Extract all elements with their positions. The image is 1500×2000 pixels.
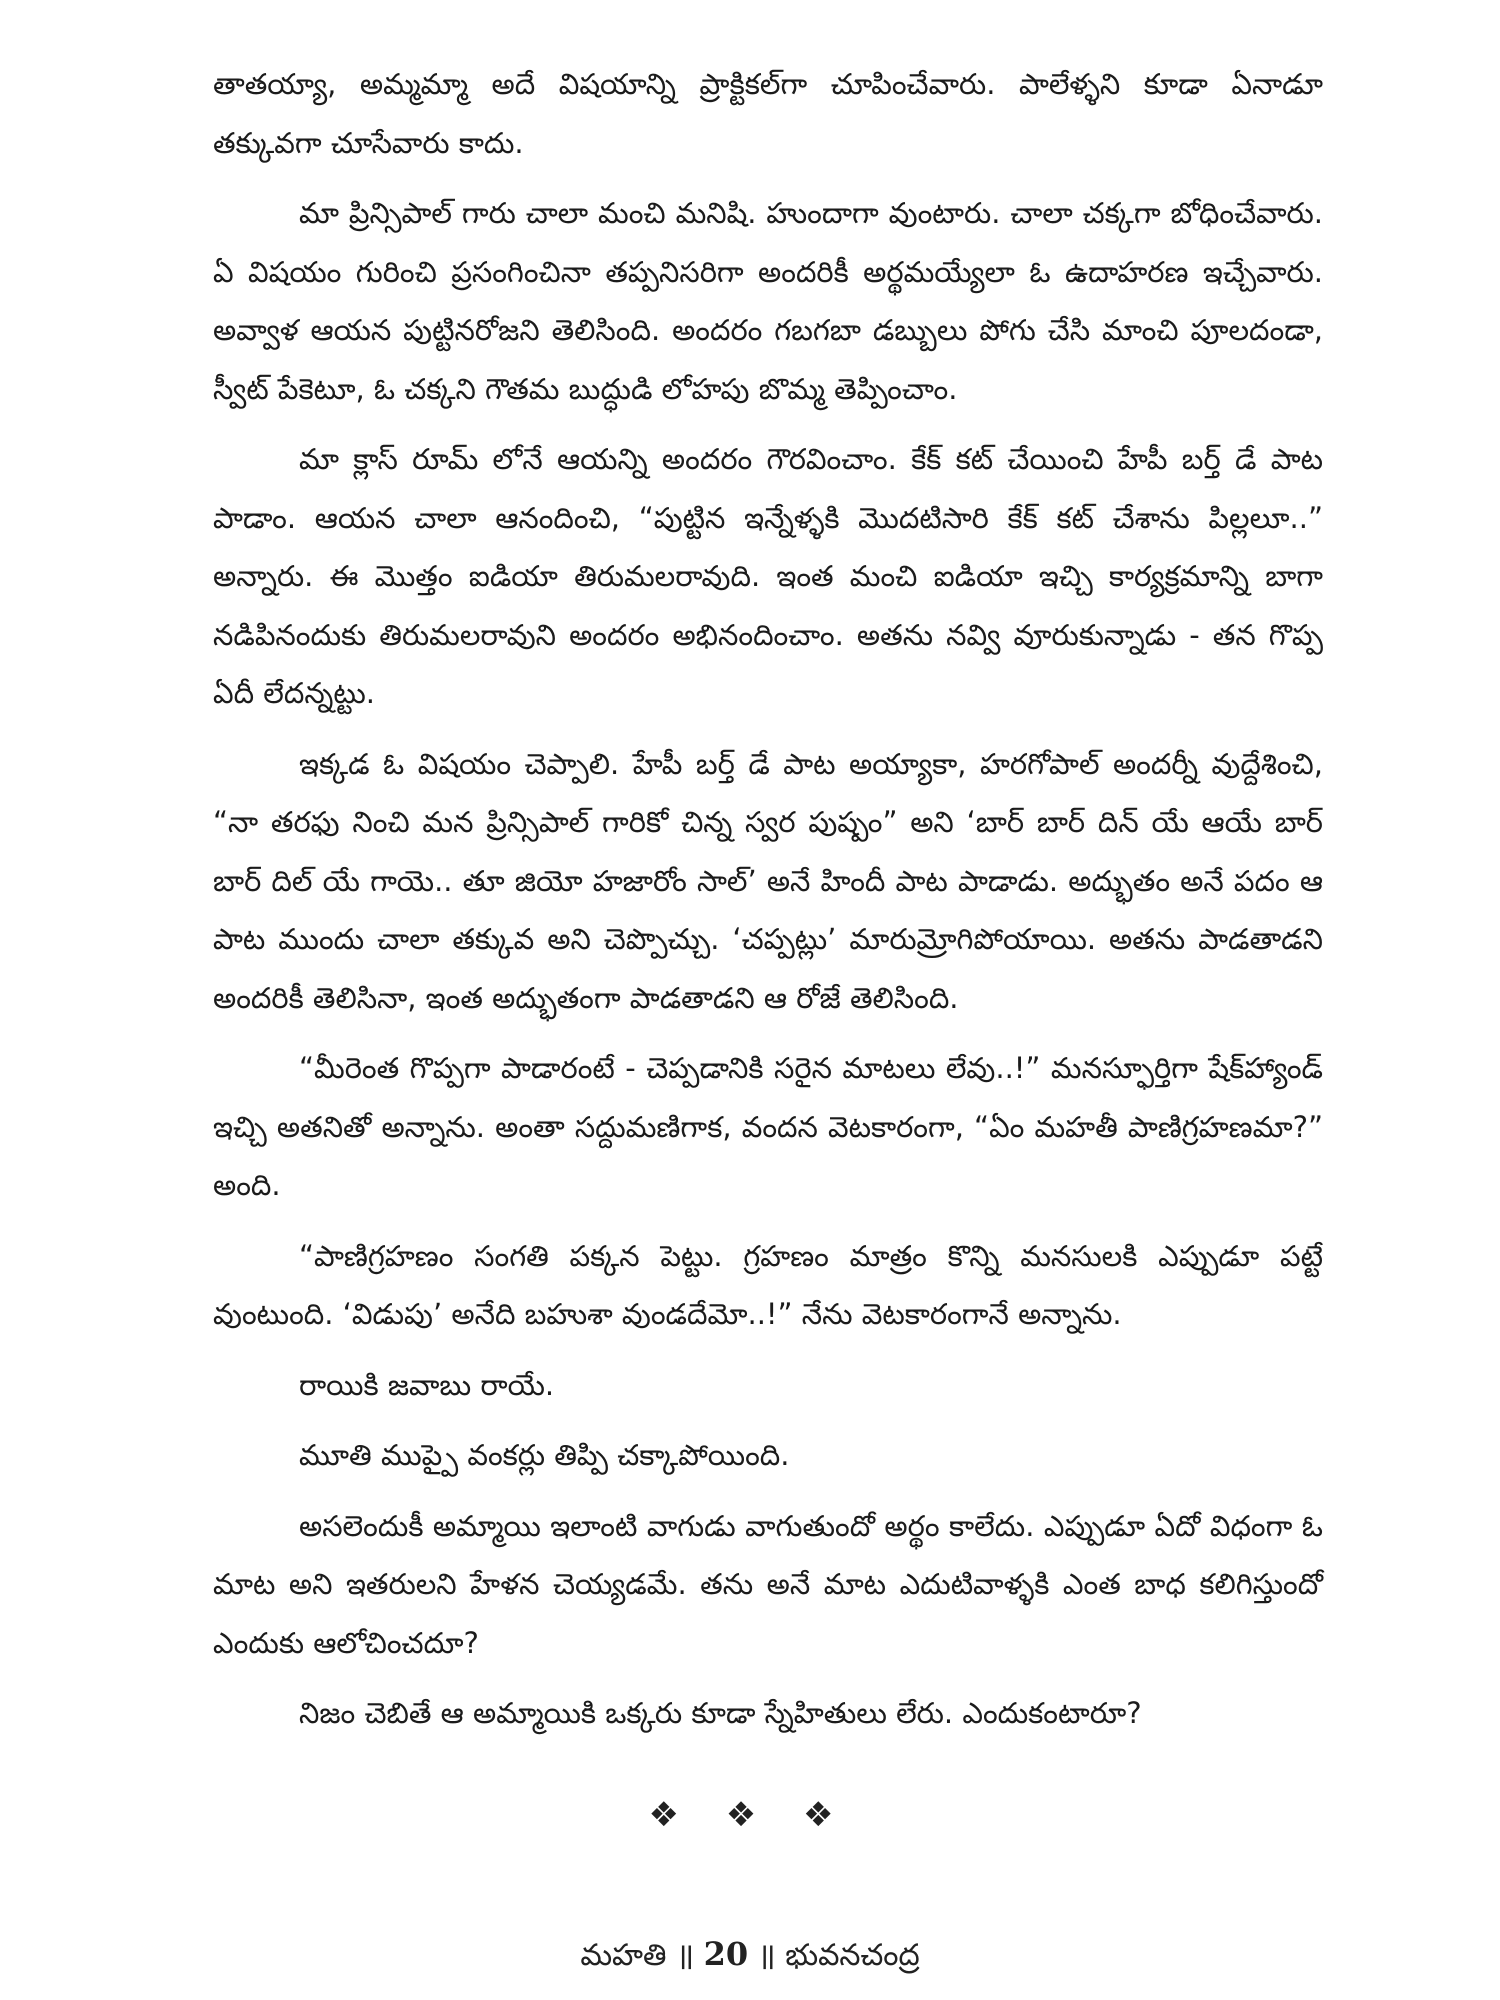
footer-separator-right: ॥ [757,1938,776,1973]
document-body [213,55,1323,1755]
page-footer [0,1935,1500,1980]
footer-author: భువనచంద్ర [785,1938,920,1973]
paragraph-1: తాతయ్యా, అమ్మమ్మా అదే విషయాన్ని ప్రాక్టికల్‌గా చూపించేవారు. పాలేళ్ళని కూడా ఏనాడూ తక్కువగా చూసేవారు కాదు. [213,67,1323,160]
paragraph-2: మా ప్రిన్సిపాల్ గారు చాలా మంచి మనిషి. హుందాగా వుంటారు. చాలా చక్కగా బోధించేవారు. ఏ విషయం గురించి ప్రసంగించినా తప్పనిసరిగా అందరికీ అర్థమయ్యేలా ఓ ఉదాహరణ ఇచ్చేవారు. అవ్వాళ ఆయన పుట్టినరోజని తెలిసింది. అందరం గబగబా డబ్బులు పోగు చేసి మాంచి పూలదండా, స్వీట్ పేకెటూ, ఓ చక్కని గౌతమ బుద్ధుడి లోహపు బొమ్మ తెప్పించాం. [213,196,1323,406]
paragraph-3: మా క్లాస్ రూమ్ లోనే ఆయన్ని అందరం గౌరవించాం. కేక్ కట్ చేయించి హేపీ బర్త్ డే పాట పాడాం. ఆయన చాలా ఆనందించి, “పుట్టిన ఇన్నేళ్ళకి మొదటిసారి కేక్ కట్ చేశాను పిల్లలూ..” అన్నారు. ఈ మొత్తం ఐడియా తిరుమలరావుది. ఇంత మంచి ఐడియా ఇచ్చి కార్యక్రమాన్ని బాగా నడిపినందుకు తిరుమలరావుని అందరం అభినందించాం. అతను నవ్వి వూరుకున్నాడు - తన గొప్ప ఏదీ లేదన్నట్టు. [213,442,1323,710]
section-break-ornament: ❖ ❖ ❖ [648,1795,852,1835]
paragraph-5: “మీరెంత గొప్పగా పాడారంటే - చెప్పడానికి సరైన మాటలు లేవు..!” మనస్ఫూర్తిగా షేక్‌హ్యాండ్ ఇచ్చి అతనితో అన్నాను. అంతా సద్దుమణిగాక, వందన వెటకారంగా, “ఏం మహతీ పాణిగ్రహణమా?” అంది. [213,1051,1323,1202]
page-number: 20 [703,1935,749,1973]
paragraph-8: మూతి ముప్పై వంకర్లు తిప్పి చక్కాపోయింది. [299,1438,790,1472]
paragraph-9: అసలెందుకీ అమ్మాయి ఇలాంటి వాగుడు వాగుతుందో అర్థం కాలేదు. ఎప్పుడూ ఏదో విధంగా ఓ మాట అని ఇతరులని హేళన చెయ్యడమే. తను అనే మాట ఎదుటివాళ్ళకి ఎంత బాధ కలిగిస్తుందో ఎందుకు ఆలోచించదూ? [213,1508,1323,1660]
footer-separator-left: ॥ [676,1938,695,1973]
paragraph-6: “పాణిగ్రహణం సంగతి పక్కన పెట్టు. గ్రహణం మాత్రం కొన్ని మనసులకి ఎప్పుడూ పట్టే వుంటుంది. ‘విడుపు’ అనేది బహుశా వుండదేమో..!” నేను వెటకారంగానే అన్నాను. [213,1238,1323,1331]
footer-book-title: మహతి [580,1938,667,1973]
paragraph-7: రాయికి జవాబు రాయే. [299,1367,555,1402]
paragraph-4: ఇక్కడ ఓ విషయం చెప్పాలి. హేపీ బర్త్ డే పాట అయ్యాకా, హరగోపాల్ అందర్నీ వుద్దేశించి, “నా తరఫు నించి మన ప్రిన్సిపాల్ గారికో చిన్న స్వర పుష్పం” అని ‘బార్ బార్ దిన్ యే ఆయే బార్ బార్ దిల్ యే గాయె.. తూ జియో హజారోం సాల్’ అనే హిందీ పాట పాడాడు. అద్భుతం అనే పదం ఆ పాట ముందు చాలా తక్కువ అని చెప్పొచ్చు. ‘చప్పట్లు’ మారుమ్రోగిపోయాయి. అతను పాడతాడని అందరికీ తెలిసినా, ఇంత అద్భుతంగా పాడతాడని ఆ రోజే తెలిసింది. [213,746,1323,1015]
paragraph-10: నిజం చెబితే ఆ అమ్మాయికి ఒక్కరు కూడా స్నేహితులు లేరు. ఎందుకంటారూ? [299,1696,1142,1730]
